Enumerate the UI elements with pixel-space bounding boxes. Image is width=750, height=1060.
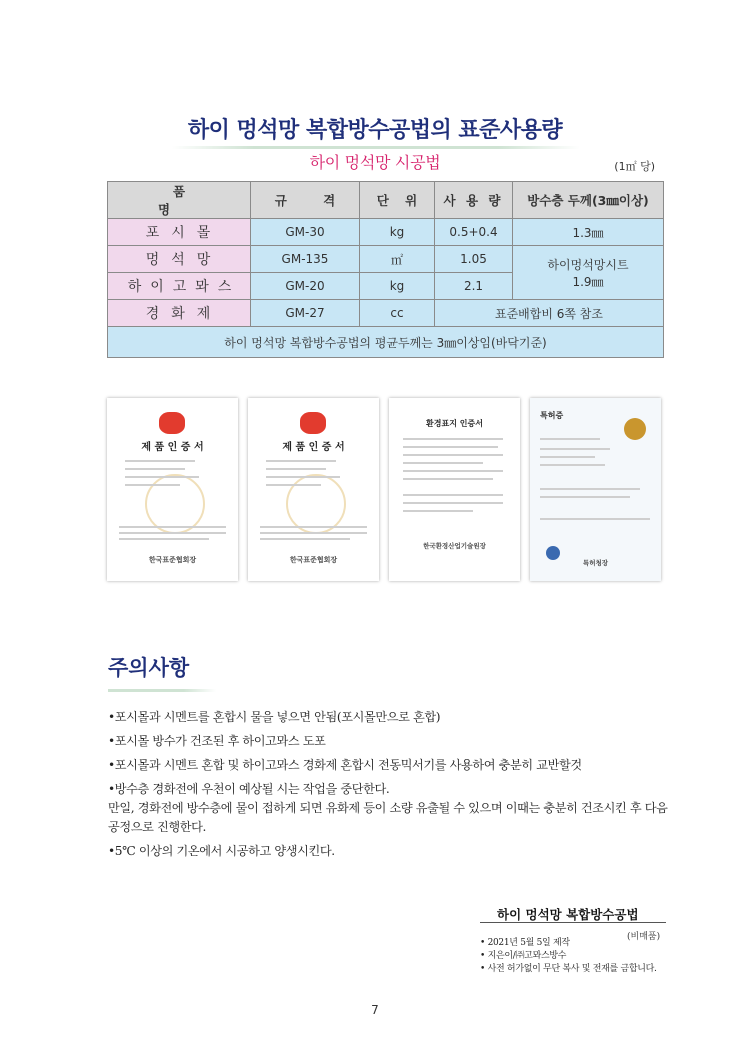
layer-thickness: 1.3㎜	[513, 219, 664, 246]
certificate-gallery	[107, 398, 661, 582]
table-header: 사 용 량	[435, 182, 513, 219]
table-header-row	[108, 182, 664, 219]
mix-ratio-note: 표준배합비 6쪽 참조	[435, 300, 664, 327]
table-header: 방수층 두께(3㎜이상)	[513, 182, 664, 219]
product-name: 경화제	[108, 300, 251, 327]
unit-note: (1㎡ 당)	[614, 160, 655, 173]
product-unit: kg	[360, 219, 435, 246]
product-spec: GM-135	[251, 246, 360, 273]
product-unit: kg	[360, 273, 435, 300]
certificate-image	[389, 398, 520, 581]
booklet-info	[480, 937, 657, 976]
table-header: 품 명	[108, 182, 251, 219]
product-name: 멍석망	[108, 246, 251, 273]
certificate-title: 환경표지 인증서	[426, 419, 483, 428]
product-unit: cc	[360, 300, 435, 327]
table-header: 단 위	[360, 182, 435, 219]
table-row	[108, 219, 664, 246]
thickness-value: 1.9㎜	[572, 274, 604, 289]
caution-underline	[108, 689, 216, 692]
page-title: 하이 멍석망 복합방수공법의 표준사용량	[187, 118, 563, 143]
table-header: 규 격	[251, 182, 360, 219]
layer-thickness	[513, 246, 664, 300]
booklet-line: • 2021년 5월 5일 제작	[480, 938, 570, 948]
usage-table	[107, 181, 664, 358]
product-amount: 0.5+0.4	[435, 219, 513, 246]
caution-item: •포시몰과 시멘트 혼합 및 하이고뫄스 경화제 혼합시 전동믹서기를 사용하여 충분히 교반할것	[108, 758, 582, 772]
certificate-title: 제 품 인 증 서	[141, 442, 204, 453]
certificate-title: 특허증	[540, 411, 564, 420]
product-unit: ㎡	[360, 246, 435, 273]
caution-item: •5℃ 이상의 기온에서 시공하고 양생시킨다.	[108, 844, 335, 858]
thickness-label: 하이멍석망시트	[547, 257, 629, 272]
booklet-line: • 지은이/㈜고뫄스방수	[480, 951, 567, 961]
certificate-image	[530, 398, 661, 581]
product-amount: 1.05	[435, 246, 513, 273]
caution-title: 주의사항	[108, 656, 190, 680]
certificate-issuer: 한국표준협회장	[148, 556, 197, 564]
certificate-image	[107, 398, 238, 581]
product-amount: 2.1	[435, 273, 513, 300]
booklet-title: 하이 멍석망 복합방수공법	[497, 907, 639, 922]
product-name: 하이고뫄스	[108, 273, 251, 300]
table-footnote-row	[108, 327, 664, 358]
table-footnote: 하이 멍석망 복합방수공법의 평균두께는 3㎜이상임(바닥기준)	[108, 327, 664, 358]
booklet-rule	[480, 922, 666, 923]
product-spec: GM-27	[251, 300, 360, 327]
certificate-issuer: 특허청장	[582, 559, 609, 567]
page-number: 7	[371, 1003, 379, 1017]
table-row	[108, 246, 664, 273]
product-spec: GM-20	[251, 273, 360, 300]
caution-list	[108, 708, 668, 866]
product-spec: GM-30	[251, 219, 360, 246]
caution-item: •포시몰 방수가 건조된 후 하이고뫄스 도포	[108, 734, 326, 748]
title-underline	[172, 146, 580, 149]
caution-item: •포시몰과 시멘트를 혼합시 물을 넣으면 안됨(포시몰만으로 혼합)	[108, 710, 441, 724]
certificate-title: 제 품 인 증 서	[282, 442, 345, 453]
caution-item: •방수층 경화전에 우천이 예상될 시는 작업을 중단한다. 만일, 경화전에 방수층에 물이 접하게 되면 유화제 등이 소량 유출될 수 있으며 이때는 충분히 건조시킨 후 다음 공정으로 진행한다.	[108, 782, 668, 834]
table-row	[108, 300, 664, 327]
certificate-issuer: 한국환경산업기술원장	[423, 542, 486, 550]
certificate-issuer: 한국표준협회장	[289, 556, 338, 564]
booklet-line: • 사전 허가없이 무단 복사 및 전재를 금합니다.	[480, 964, 657, 974]
product-name: 포시몰	[108, 219, 251, 246]
certificate-image	[248, 398, 379, 581]
section-subtitle: 하이 멍석망 시공법	[309, 153, 441, 172]
booklet-tag: (비매품)	[627, 932, 661, 942]
